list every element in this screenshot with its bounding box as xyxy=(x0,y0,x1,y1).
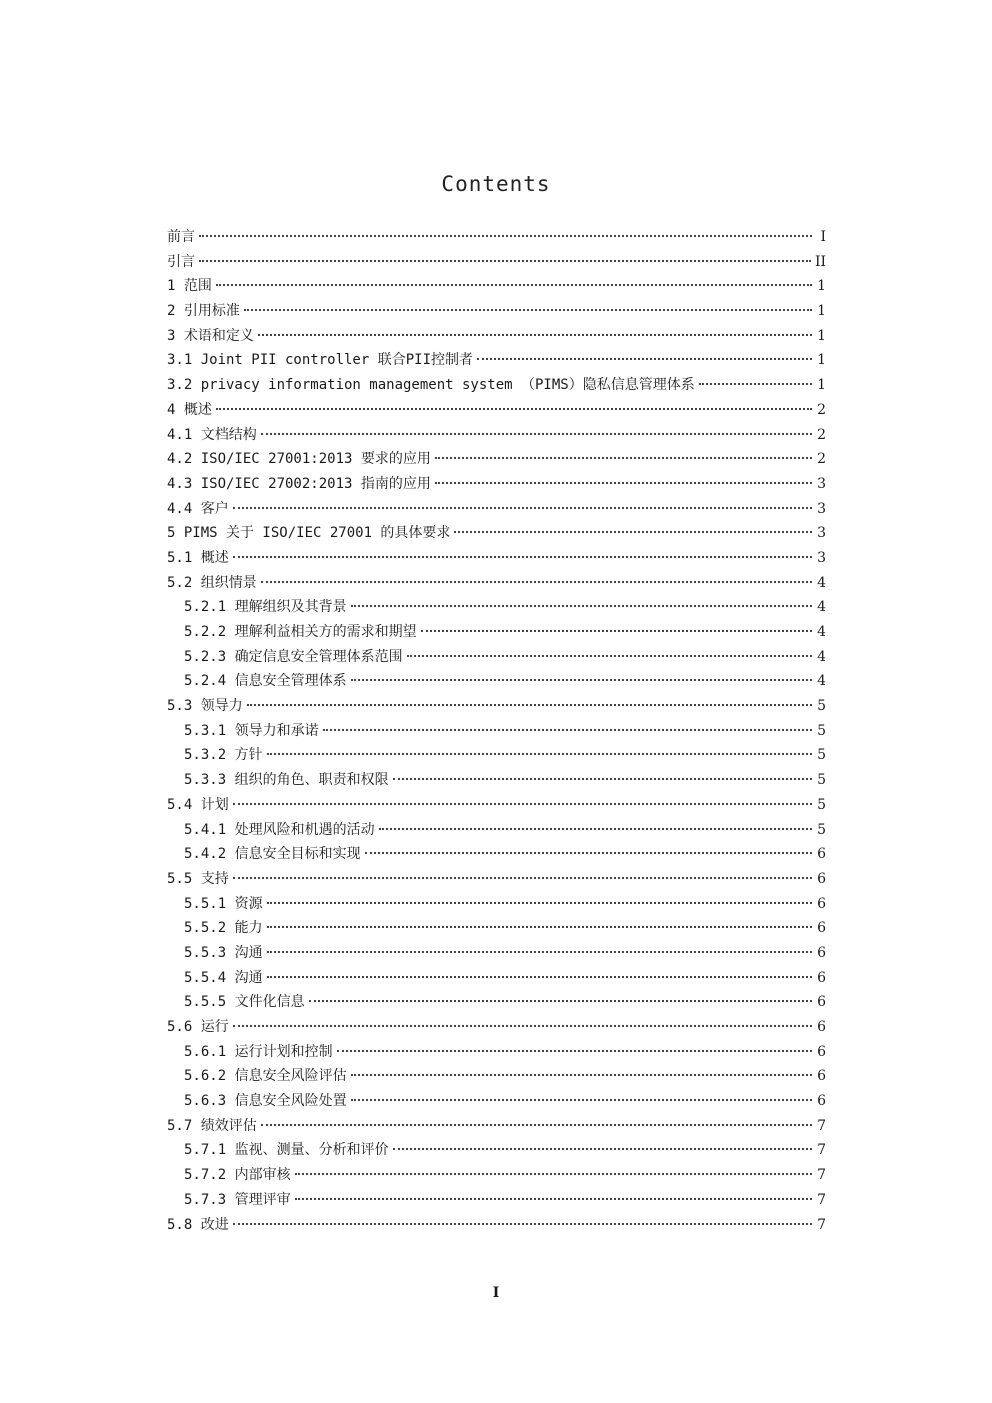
toc-entry-page: 5 xyxy=(817,796,826,813)
toc-dot-leader xyxy=(337,1050,812,1052)
toc-entry-page: 5 xyxy=(817,747,826,764)
toc-entry-label: 5.5.4 沟通 xyxy=(184,969,263,986)
toc-entry-page: 5 xyxy=(817,772,826,789)
toc-entry-page: 4 xyxy=(817,673,826,690)
toc-entry-page: 4 xyxy=(817,624,826,640)
toc-entry-label: 5.3 领导力 xyxy=(167,698,243,715)
toc-entry-page: 1 xyxy=(817,327,826,344)
toc-entry-page: 6 xyxy=(817,870,826,887)
toc-entry[interactable] xyxy=(167,348,826,373)
toc-entry-label: 4.1 文档结构 xyxy=(167,426,257,443)
toc-entry-label: 5.2.1 理解组织及其背景 xyxy=(184,599,347,616)
toc-entry[interactable] xyxy=(167,669,826,694)
toc-entry-page: 3 xyxy=(817,475,826,492)
toc-entry[interactable] xyxy=(167,546,826,571)
toc-dot-leader xyxy=(454,531,812,533)
toc-entry-page: 1 xyxy=(817,352,826,369)
toc-dot-leader xyxy=(199,260,811,262)
toc-entry-page: 6 xyxy=(817,944,826,961)
toc-dot-leader xyxy=(267,753,812,755)
toc-entry-page: 3 xyxy=(817,549,826,566)
toc-dot-leader xyxy=(351,1099,812,1101)
toc-entry-label: 5.2.4 信息安全管理体系 xyxy=(184,673,347,690)
toc-entry[interactable] xyxy=(167,1188,826,1213)
toc-entry-page: 7 xyxy=(817,1167,826,1184)
toc-dot-leader xyxy=(477,358,812,360)
toc-entry-page: 6 xyxy=(817,920,826,937)
toc-entry-label: 5.7 绩效评估 xyxy=(167,1117,257,1134)
toc-entry-page: 5 xyxy=(817,722,826,739)
toc-entry-label: 5.5.3 沟通 xyxy=(184,944,263,961)
toc-entry[interactable] xyxy=(167,274,826,299)
toc-entry-label: 3 术语和定义 xyxy=(167,327,254,344)
toc-entry-page: 4 xyxy=(817,648,826,665)
toc-entry-page: 3 xyxy=(817,525,826,542)
toc-dot-leader xyxy=(267,926,812,928)
toc-entry[interactable] xyxy=(167,768,826,793)
toc-dot-leader xyxy=(233,556,812,558)
toc-entry-page: 6 xyxy=(817,1093,826,1110)
toc-entry-label: 引言 xyxy=(167,253,195,270)
toc-entry-label: 5.7.2 内部审核 xyxy=(184,1167,291,1184)
toc-entry-label: 5.4.2 信息安全目标和实现 xyxy=(184,846,361,863)
toc-entry[interactable] xyxy=(167,1163,826,1188)
toc-entry-label: 4.4 客户 xyxy=(167,500,229,517)
toc-entry[interactable] xyxy=(167,645,826,670)
toc-entry-label: 5.5.2 能力 xyxy=(184,920,263,937)
toc-entry-page: 2 xyxy=(817,426,826,443)
toc-entry[interactable] xyxy=(167,1213,826,1238)
toc-entry[interactable] xyxy=(167,719,826,744)
toc-entry-page: 6 xyxy=(817,1019,826,1035)
toc-entry-page: 2 xyxy=(817,401,826,418)
toc-entry[interactable] xyxy=(167,398,826,423)
toc-entry[interactable] xyxy=(167,423,826,448)
toc-entry-page: 5 xyxy=(817,821,826,838)
toc-entry-label: 5.3.1 领导力和承诺 xyxy=(184,722,319,739)
toc-dot-leader xyxy=(699,383,812,385)
toc-entry-page: 6 xyxy=(817,969,826,986)
toc-entry[interactable] xyxy=(167,1138,826,1163)
toc-entry-page: 6 xyxy=(817,895,826,912)
toc-dot-leader xyxy=(233,803,812,805)
toc-entry-label: 5.8 改进 xyxy=(167,1216,229,1233)
toc-dot-leader xyxy=(261,1124,812,1126)
toc-entry[interactable] xyxy=(167,818,826,843)
toc-entry-page: 6 xyxy=(817,994,826,1011)
toc-dot-leader xyxy=(216,408,812,410)
toc-entry[interactable] xyxy=(167,1064,826,1089)
toc-entry[interactable] xyxy=(167,916,826,941)
toc-entry-label: 5.4 计划 xyxy=(167,796,229,813)
toc-entry[interactable] xyxy=(167,793,826,818)
toc-dot-leader xyxy=(233,877,812,879)
toc-entry-label: 5 PIMS 关于 ISO/IEC 27001 的具体要求 xyxy=(167,525,451,542)
toc-entry[interactable] xyxy=(167,694,826,719)
toc-dot-leader xyxy=(261,433,812,435)
toc-entry-page: 1 xyxy=(817,303,826,320)
toc-entry-page: II xyxy=(814,253,826,270)
toc-entry-label: 4.2 ISO/IEC 27001:2013 要求的应用 xyxy=(167,451,431,468)
toc-dot-leader xyxy=(261,581,812,583)
toc-entry-page: 1 xyxy=(817,278,826,295)
toc-dot-leader xyxy=(244,309,812,311)
toc-dot-leader xyxy=(309,1000,812,1002)
toc-entry-page: 6 xyxy=(817,846,826,863)
toc-dot-leader xyxy=(295,1198,812,1200)
toc-dot-leader xyxy=(295,1173,812,1175)
toc-dot-leader xyxy=(351,1074,812,1076)
toc-entry[interactable] xyxy=(167,571,826,596)
toc-entry[interactable] xyxy=(167,373,826,398)
toc-entry[interactable] xyxy=(167,447,826,472)
toc-dot-leader xyxy=(393,778,812,780)
toc-entry[interactable] xyxy=(167,1114,826,1139)
toc-entry[interactable] xyxy=(167,250,826,275)
toc-entry-label: 5.5.5 文件化信息 xyxy=(184,994,305,1011)
toc-entry-label: 5.7.3 管理评审 xyxy=(184,1191,291,1208)
toc-dot-leader xyxy=(379,828,812,830)
toc-dot-leader xyxy=(216,284,812,286)
toc-entry-label: 5.6.1 运行计划和控制 xyxy=(184,1043,333,1060)
toc-dot-leader xyxy=(267,951,812,953)
toc-dot-leader xyxy=(323,729,812,731)
toc-entry[interactable] xyxy=(167,892,826,917)
page-number: I xyxy=(492,1285,500,1301)
toc-entry-label: 5.2.2 理解利益相关方的需求和期望 xyxy=(184,624,417,640)
toc-entry-page: 7 xyxy=(817,1191,826,1208)
toc-dot-leader xyxy=(435,457,812,459)
toc-dot-leader xyxy=(365,852,812,854)
toc-dot-leader xyxy=(233,1025,812,1027)
toc-dot-leader xyxy=(199,235,812,237)
toc-entry-page: 4 xyxy=(817,574,826,591)
toc-entry[interactable] xyxy=(167,497,826,522)
toc-entry-label: 5.5 支持 xyxy=(167,870,229,887)
toc-entry-label: 5.6.2 信息安全风险评估 xyxy=(184,1068,347,1085)
toc-entry[interactable] xyxy=(167,620,826,645)
toc-entry-label: 2 引用标准 xyxy=(167,303,240,320)
toc-dot-leader xyxy=(351,605,812,607)
toc-entry-page: 2 xyxy=(817,451,826,468)
toc-entry-page: 1 xyxy=(817,377,826,394)
toc-entry-label: 5.2 组织情景 xyxy=(167,574,257,591)
toc-dot-leader xyxy=(421,630,812,632)
toc-entry-page: 5 xyxy=(817,698,826,715)
toc-entry-page: 7 xyxy=(817,1142,826,1159)
toc-entry[interactable] xyxy=(167,1040,826,1065)
table-of-contents xyxy=(167,225,826,1237)
toc-entry-page: 7 xyxy=(817,1117,826,1134)
toc-entry[interactable] xyxy=(167,743,826,768)
page-title: Contents xyxy=(441,172,551,196)
toc-entry-page: 6 xyxy=(817,1068,826,1085)
toc-entry-label: 5.7.1 监视、测量、分析和评价 xyxy=(184,1142,389,1159)
toc-dot-leader xyxy=(435,482,812,484)
toc-dot-leader xyxy=(351,679,812,681)
toc-dot-leader xyxy=(258,334,812,336)
toc-entry[interactable] xyxy=(167,842,826,867)
toc-entry[interactable] xyxy=(167,867,826,892)
toc-entry-label: 4 概述 xyxy=(167,401,212,418)
toc-entry-label: 5.4.1 处理风险和机遇的活动 xyxy=(184,821,375,838)
toc-dot-leader xyxy=(247,704,812,706)
toc-entry-label: 5.6.3 信息安全风险处置 xyxy=(184,1093,347,1110)
toc-entry[interactable] xyxy=(167,225,826,250)
toc-entry[interactable] xyxy=(167,299,826,324)
toc-entry[interactable] xyxy=(167,990,826,1015)
toc-entry[interactable] xyxy=(167,521,826,546)
toc-entry[interactable] xyxy=(167,1015,826,1040)
toc-entry-page: 7 xyxy=(817,1216,826,1233)
toc-entry-label: 3.2 privacy information management system （PIMS）隐私信息管理体系 xyxy=(167,377,695,394)
toc-entry-label: 5.3.3 组织的角色、职责和权限 xyxy=(184,772,389,789)
toc-entry-page: 4 xyxy=(817,599,826,616)
toc-entry-label: 前言 xyxy=(167,229,195,245)
toc-dot-leader xyxy=(233,507,812,509)
toc-entry[interactable] xyxy=(167,472,826,497)
toc-entry-page: I xyxy=(820,229,826,245)
toc-dot-leader xyxy=(233,1223,812,1225)
toc-entry-label: 5.2.3 确定信息安全管理体系范围 xyxy=(184,648,403,665)
toc-entry[interactable] xyxy=(167,1089,826,1114)
toc-entry-label: 5.1 概述 xyxy=(167,549,229,566)
toc-entry-label: 5.5.1 资源 xyxy=(184,895,263,912)
toc-entry-page: 6 xyxy=(817,1043,826,1060)
toc-entry-label: 5.6 运行 xyxy=(167,1019,229,1035)
toc-dot-leader xyxy=(267,902,812,904)
toc-entry[interactable] xyxy=(167,941,826,966)
toc-dot-leader xyxy=(393,1148,812,1150)
toc-dot-leader xyxy=(407,655,812,657)
toc-entry-label: 1 范围 xyxy=(167,278,212,295)
toc-entry-label: 5.3.2 方针 xyxy=(184,747,263,764)
toc-entry-label: 3.1 Joint PII controller 联合PII控制者 xyxy=(167,352,474,369)
toc-dot-leader xyxy=(267,976,812,978)
toc-entry-label: 4.3 ISO/IEC 27002:2013 指南的应用 xyxy=(167,475,431,492)
toc-entry[interactable] xyxy=(167,324,826,349)
toc-entry-page: 3 xyxy=(817,500,826,517)
toc-entry[interactable] xyxy=(167,966,826,991)
toc-entry[interactable] xyxy=(167,595,826,620)
